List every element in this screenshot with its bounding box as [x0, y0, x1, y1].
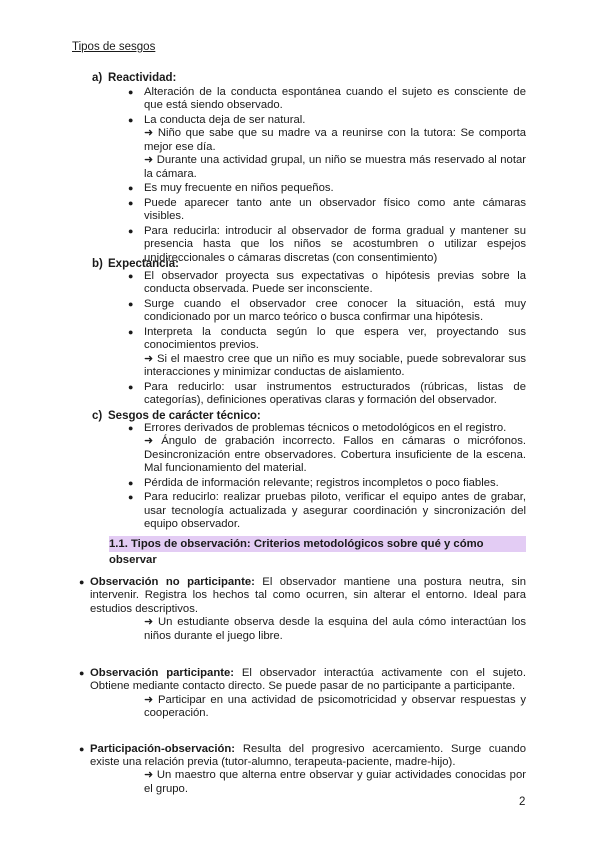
item-text: Para reducirlo: usar instrumentos estructurados (rúbricas, listas de categorías), definiciones operativas claras y formación del observador.: [144, 380, 526, 407]
example-text: Ángulo de grabación incorrecto. Fallos en cámaras o micrófonos. Desincronización entre observadores. Cobertura insuficiente de la escena. Mal funcionamiento del material.: [144, 435, 526, 475]
item-text: La conducta deja de ser natural.: [144, 114, 306, 126]
document-title: Tipos de sesgos: [72, 41, 156, 53]
bullet-icon: ●: [128, 492, 134, 503]
section-label: b): [92, 258, 103, 270]
section-title: Reactividad:: [108, 72, 177, 84]
section-a-heading: [92, 72, 176, 84]
bullet-icon: ●: [79, 577, 85, 587]
item-text: Errores derivados de problemas técnicos o metodológicos en el registro.: [144, 422, 507, 434]
item-text: Para reducirlo: realizar pruebas piloto, verificar el equipo antes de grabar, usar tecnología actualizada y asegurar coordinación y sincronización del equipo observador.: [144, 491, 526, 531]
arrow-icon: ➜: [144, 352, 154, 365]
section-title: Expectancia:: [108, 258, 179, 270]
example-text: Niño que sabe que su madre va a reunirse con la tutora: Se comporta mejor ese día.: [144, 127, 526, 153]
list-item: [128, 476, 526, 490]
item-text: Es muy frecuente en niños pequeños.: [144, 182, 334, 195]
section-c-list: [128, 422, 526, 533]
bullet-icon: ●: [79, 743, 85, 754]
item-text: El observador interactúa activamente con el sujeto. Obtiene mediante contacto directo. Se puede pasar de no participante a participante.: [90, 667, 526, 693]
list-item: [128, 298, 526, 325]
arrow-icon: ➜: [144, 435, 154, 448]
list-item: [79, 576, 527, 643]
example: [144, 353, 526, 380]
list-item: [128, 270, 526, 297]
section-a-list: [128, 86, 527, 266]
item-text: Pérdida de información relevante; registros incompletos o poco fiables.: [144, 476, 499, 489]
item-text: Alteración de la conducta espontánea cuando el sujeto es consciente de que está siendo observado.: [144, 86, 526, 112]
arrow-icon: ➜: [144, 616, 154, 629]
example-text: Un estudiante observa desde la esquina del aula cómo interactúan los niños durante el juego libre.: [144, 616, 527, 642]
list-item: [128, 86, 526, 113]
example-text: Un maestro que alterna entre observar y guiar actividades conocidas por el grupo.: [144, 769, 526, 795]
list-item: [128, 196, 526, 224]
example-text: Durante una actividad grupal, un niño se muestra más reservado al notar la cámara.: [144, 154, 527, 180]
section-label: c): [92, 410, 103, 422]
term: Observación participante:: [90, 667, 235, 680]
example-text: Participar en una actividad de psicomotricidad y observar respuestas y cooperación.: [144, 693, 526, 720]
arrow-icon: ➜: [144, 693, 154, 706]
list-item: [79, 742, 526, 797]
section-b-list: [128, 270, 526, 409]
list-item: [79, 667, 526, 721]
item-text: El observador proyecta sus expectativas o hipótesis previas sobre la conducta observada. Puede ser inconsciente.: [144, 270, 526, 296]
arrow-icon: ➜: [144, 769, 154, 782]
item-text: Interpreta la conducta según lo que espera ver, proyectando sus conocimientos previos.: [144, 326, 526, 352]
list-item: [128, 114, 527, 181]
example: [90, 769, 526, 796]
bullet-icon: ●: [128, 115, 134, 125]
bullet-icon: ●: [128, 87, 134, 97]
example: [144, 127, 526, 154]
section-c-heading: [92, 410, 261, 422]
list-item: [128, 182, 526, 195]
page-number: 2: [519, 796, 526, 808]
list-item: [128, 326, 526, 380]
example: [90, 616, 526, 643]
example: [90, 694, 526, 721]
example: [144, 154, 526, 181]
arrow-icon: ➜: [144, 154, 154, 167]
observation-types-heading: 1.1. Tipos de observación: Criterios metodológicos sobre qué y cómo observar: [109, 536, 526, 552]
bullet-icon: ●: [128, 225, 134, 236]
bullet-icon: ●: [128, 271, 134, 281]
arrow-icon: ➜: [144, 127, 154, 140]
term: Participación-observación:: [90, 742, 236, 755]
item-text: Surge cuando el observador cree conocer la situación, está muy condicionado por un marco teórico o busca confirmar una hipótesis.: [144, 298, 526, 324]
term: Observación no participante:: [90, 576, 255, 588]
list-item: [128, 224, 526, 265]
example-text: Si el maestro cree que un niño es muy sociable, puede sobrevalorar sus interacciones y minimizar conductas de aislamiento.: [144, 352, 526, 379]
list-item: [128, 422, 526, 476]
bullet-icon: ●: [128, 381, 134, 392]
bullet-icon: ●: [128, 299, 134, 309]
example: [144, 435, 526, 475]
section-b-heading: [92, 258, 179, 270]
item-text: El observador mantiene una postura neutra, sin intervenir. Registra los hechos tal como ocurren, sin alterar el entorno. Ideal para estudios descriptivos.: [90, 576, 526, 615]
bullet-icon: ●: [128, 197, 134, 208]
section-label: a): [92, 72, 103, 84]
bullet-icon: ●: [79, 668, 85, 679]
bullet-icon: ●: [128, 423, 134, 433]
bullet-icon: ●: [128, 327, 134, 337]
item-text: Puede aparecer tanto ante un observador físico como ante cámaras visibles.: [144, 196, 526, 223]
item-text: Resulta del progresivo acercamiento. Surge cuando existe una relación previa (tutor-alumno, terapeuta-paciente, madre-hijo).: [90, 742, 526, 769]
observation-types-list: [79, 576, 527, 797]
bullet-icon: ●: [128, 183, 134, 194]
list-item: [128, 380, 526, 408]
bullet-icon: ●: [128, 477, 134, 488]
item-text: Para reducirla: introducir al observador de forma gradual y mantener su presencia hasta que los niños se acostumbren o utilizar espejos unidireccionales o cámaras discretas (con consentimiento): [144, 224, 526, 264]
section-title: Sesgos de carácter técnico:: [108, 410, 261, 422]
list-item: [128, 491, 526, 531]
